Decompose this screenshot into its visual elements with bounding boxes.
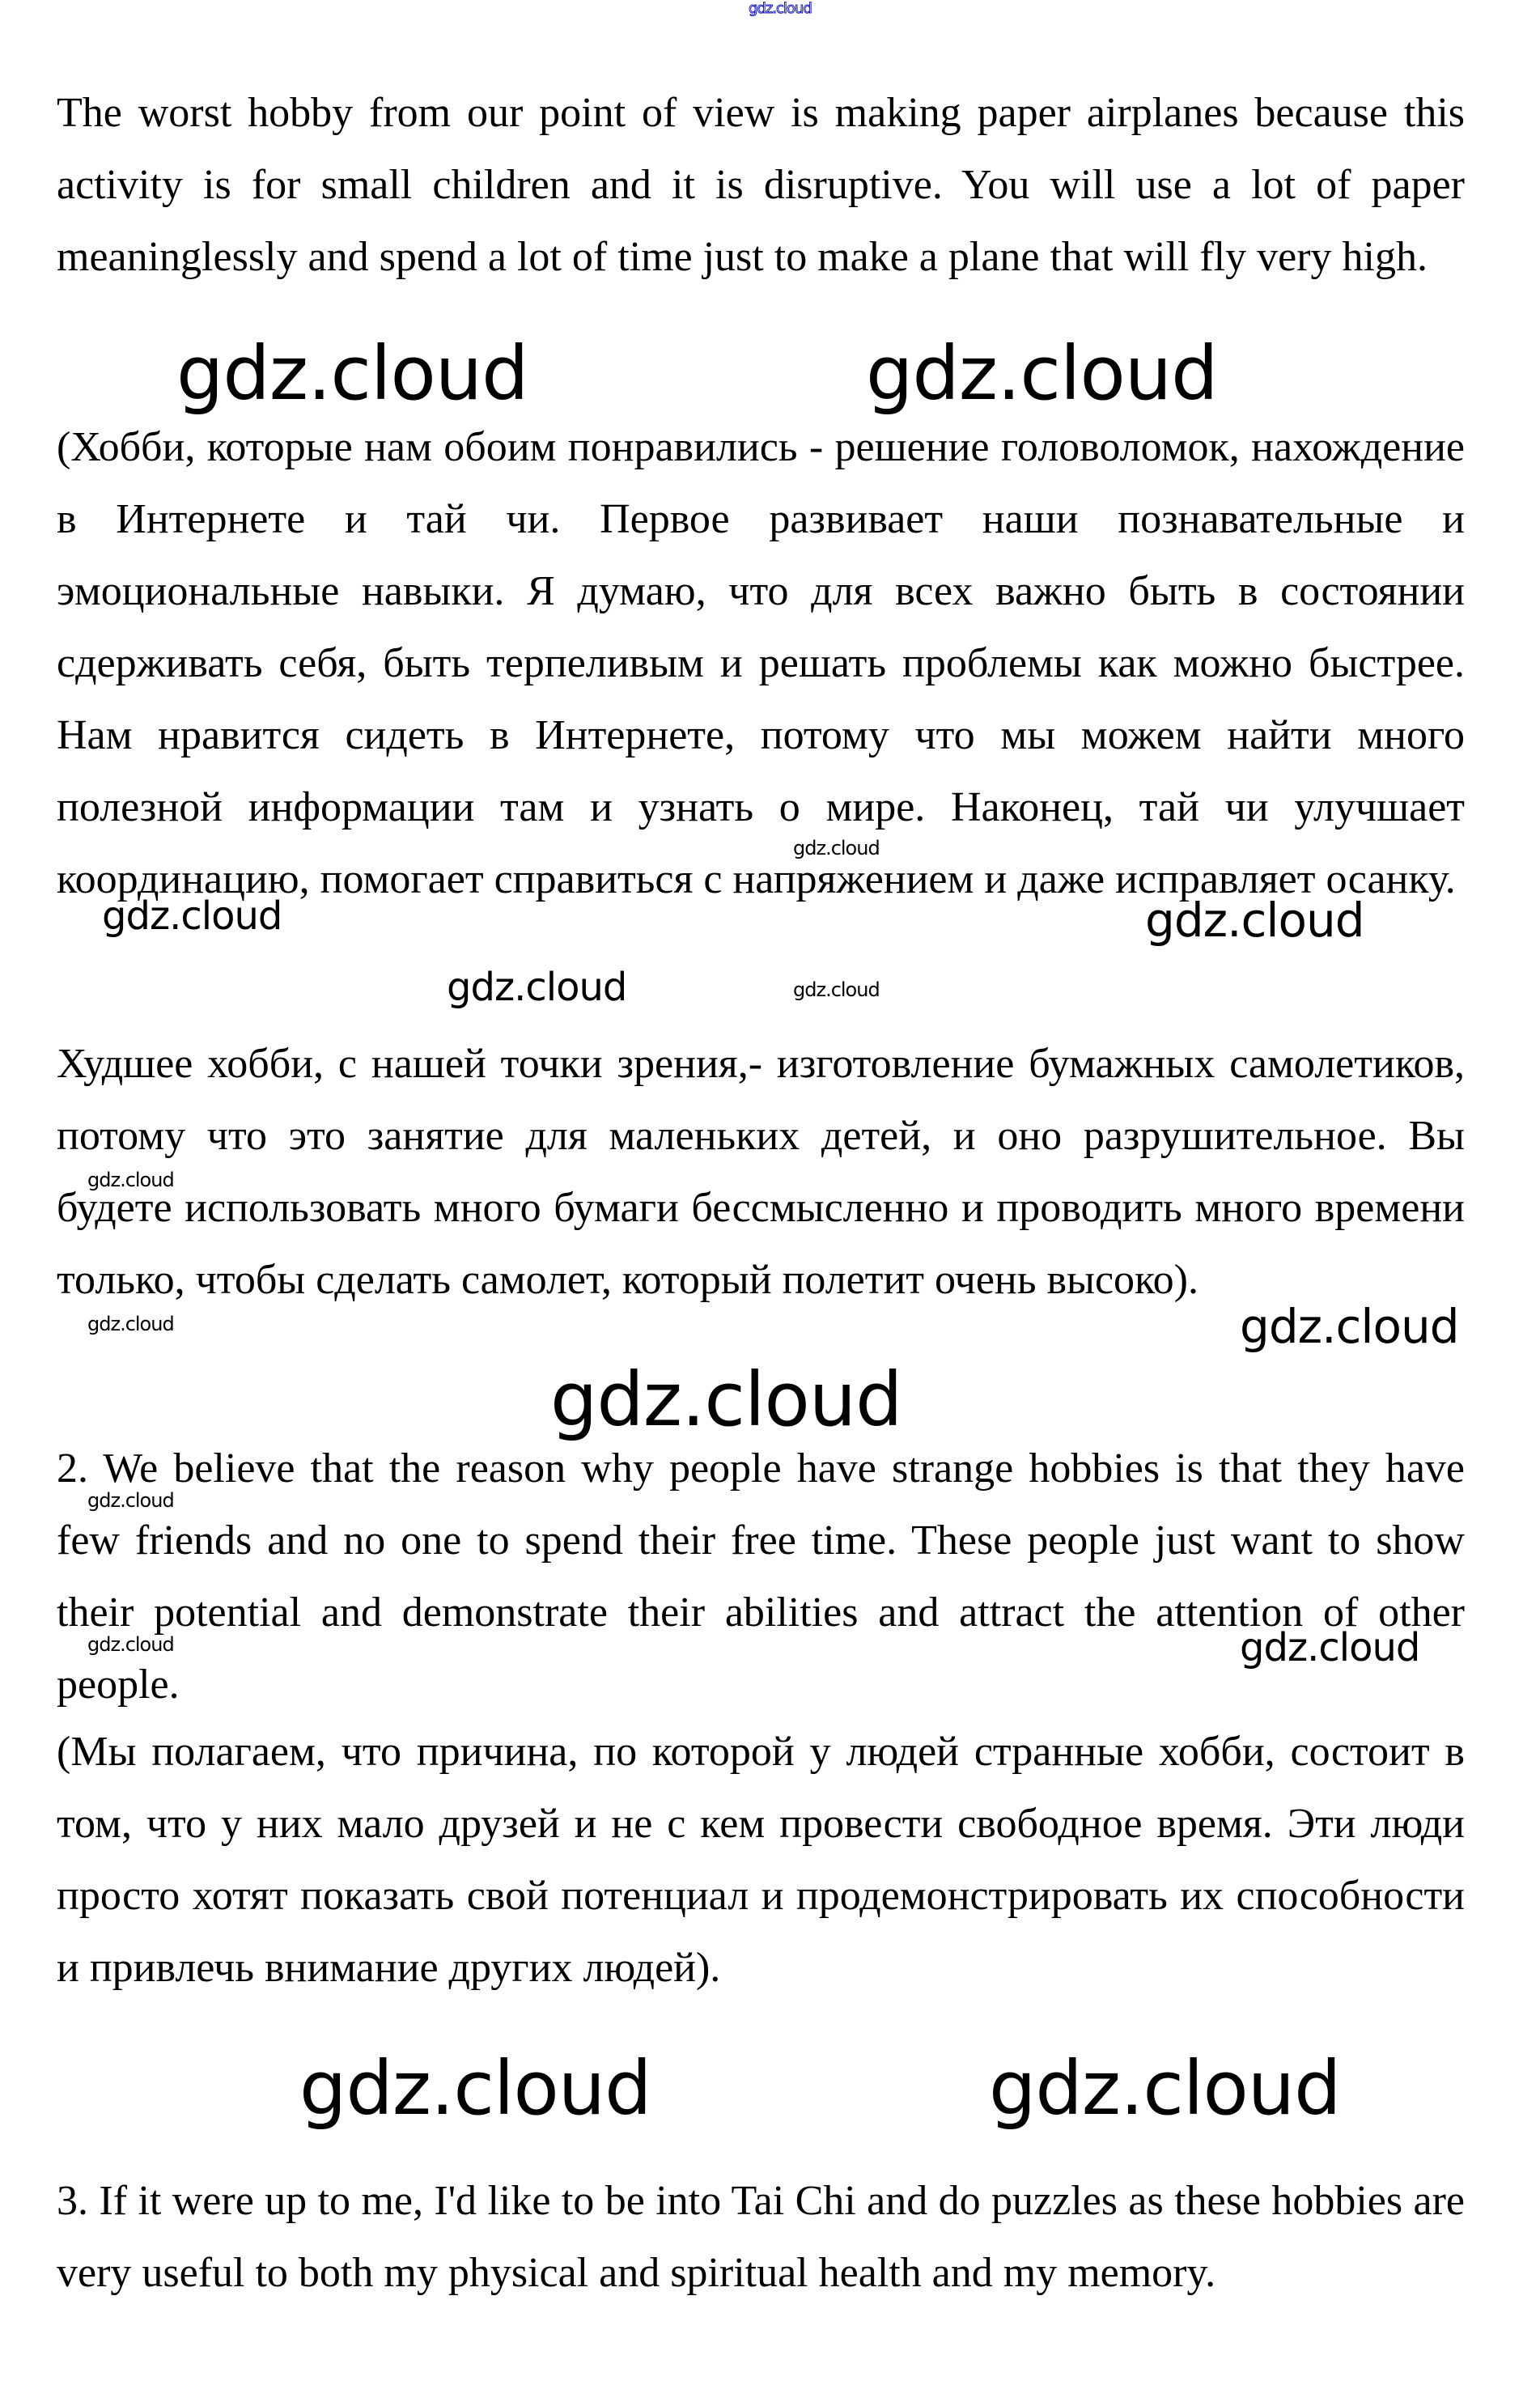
paragraph-answer-3-english: 3. If it were up to me, I'd like to be into Tai Chi and do puzzles as these hobbies are very useful to both my physical and spiritual health and my memory. [57, 2178, 1465, 2296]
watermark: gdz.cloud [1145, 893, 1364, 948]
watermark: gdz.cloud [1240, 1625, 1420, 1670]
watermark: gdz.cloud [176, 330, 528, 417]
watermark: gdz.cloud [989, 2045, 1341, 2132]
watermark: gdz.cloud [299, 2045, 651, 2132]
paragraph-russian-worst-hobby: Худшее хобби, с нашей точки зрения,- изготовление бумажных самолетиков, потому что это занятие для маленьких детей, и оно разрушительное. Вы будете использовать много бумаги бессмысленно и проводить много времени только, чтобы сделать самолет, который полетит очень высоко). [57, 1041, 1465, 1303]
watermark: gdz.cloud [793, 837, 880, 859]
watermark: gdz.cloud [87, 1489, 174, 1512]
watermark: gdz.cloud [87, 1313, 174, 1335]
watermark: gdz.cloud [793, 978, 880, 1001]
paragraph-answer-2-english: 2. We believe that the reason why people have strange hobbies is that they have few friends and no one to spend their free time. These people just want to show their potential and demonstrate their abilities and attract the attention of other people. [57, 1445, 1465, 1708]
watermark: gdz.cloud [102, 893, 282, 939]
watermark: gdz.cloud [550, 1356, 902, 1443]
watermark: gdz.cloud [1240, 1299, 1459, 1354]
paragraph-russian-liked-hobbies: (Хобби, которые нам обоим понравились - решение головоломок, нахождение в Интернете и тай чи. Первое развивает наши познавательные и эмоциональные навыки. Я думаю, что для всех важно быть в состоянии сдерживать себя, быть терпеливым и решать проблемы как можно быстрее. Нам нравится сидеть в Интернете, потому что мы можем найти много полезной информации там и узнать о мире. Наконец, тай чи улучшает координацию, помогает справиться с напряжением и даже исправляет осанку. [57, 424, 1465, 902]
paragraph-english-worst-hobby: The worst hobby from our point of view is making paper airplanes because this activity is for small children and it is disruptive. You will use a lot of paper meaninglessly and spend a lot of time just to make a plane that will fly very high. [57, 90, 1465, 280]
paragraph-answer-2-russian: (Мы полагаем, что причина, по которой у людей странные хобби, состоит в том, что у них мало друзей и не с кем провести свободное время. Эти люди просто хотят показать свой потенциал и продемонстрировать их способности и привлечь внимание других людей). [57, 1729, 1465, 1991]
watermark: gdz.cloud [447, 965, 627, 1010]
watermark: gdz.cloud [87, 1633, 174, 1656]
header-watermark: gdz.cloud [749, 0, 812, 17]
watermark: gdz.cloud [866, 330, 1218, 417]
watermark: gdz.cloud [87, 1169, 174, 1191]
